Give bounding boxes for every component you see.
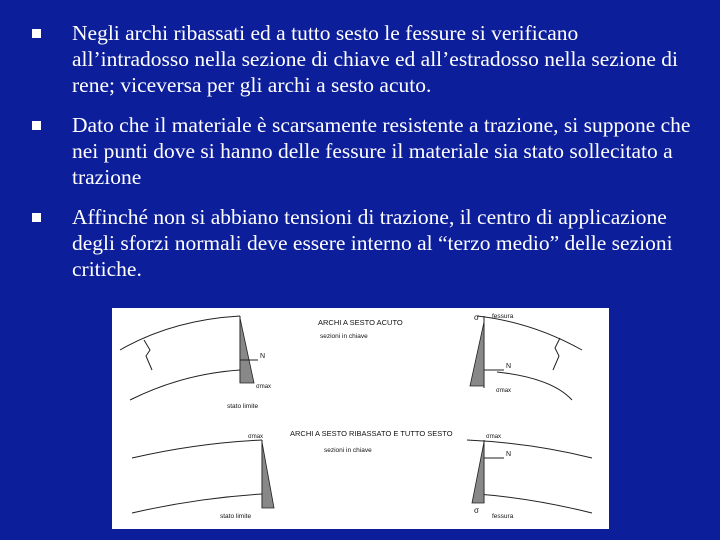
label-sigma-max: σmax — [248, 434, 264, 440]
label-stato-limite: stato limite — [227, 403, 259, 410]
stress-diagram — [472, 442, 484, 503]
arch-intrados-bottom-left — [132, 494, 262, 513]
label-thrust: N — [260, 353, 266, 360]
label-sigma: σ — [474, 506, 479, 515]
arch-diagram-figure — [112, 308, 609, 529]
square-bullet-icon — [32, 29, 41, 38]
figure-title-top: ARCHI A SESTO ACUTO — [318, 318, 403, 327]
label-thrust: N — [506, 451, 512, 458]
arch-joint — [553, 338, 560, 370]
bullet-item — [30, 204, 700, 282]
arch-intrados-bottom-right — [477, 494, 592, 513]
square-bullet-icon — [32, 213, 41, 222]
square-bullet-icon — [32, 121, 41, 130]
arch-joint — [144, 340, 152, 370]
bullet-item — [30, 20, 700, 98]
stress-diagram — [240, 318, 254, 383]
arch-extrados-top-right — [477, 316, 582, 350]
label-stato-limite: stato limite — [220, 513, 252, 520]
stress-diagram — [262, 442, 274, 508]
bullet-text: Negli archi ribassati ed a tutto sesto le fessure si verificano all’intradosso nella sezione di chiave ed all’estradosso nella sezione di rene; viceversa per gli archi a sesto acuto. — [72, 21, 678, 97]
arch-extrados-bottom-right — [467, 440, 592, 458]
label-sigma-max: σmax — [496, 388, 512, 394]
arch-extrados-bottom-left — [132, 440, 262, 458]
arch-intrados-top-right — [497, 372, 572, 400]
arch-intrados-top-left — [130, 370, 240, 400]
figure-subtitle-bottom: sezioni in chiave — [324, 447, 372, 454]
bullet-text: Affinché non si abbiano tensioni di trazione, il centro di applicazione degli sforzi normali deve essere interno al “terzo medio” delle sezioni critiche. — [72, 205, 673, 281]
figure-title-bottom: ARCHI A SESTO RIBASSATO E TUTTO SESTO — [290, 429, 453, 438]
bullet-item — [30, 112, 700, 190]
arch-extrados-top-left — [120, 316, 240, 350]
label-sigma-max: σmax — [256, 384, 272, 390]
bullet-list — [30, 20, 700, 296]
label-sigma: σ — [474, 313, 479, 322]
label-sigma-max: σmax — [486, 434, 502, 440]
arch-diagram — [112, 308, 609, 529]
bullet-text: Dato che il materiale è scarsamente resistente a trazione, si suppone che nei punti dove si hanno delle fessure il materiale sia stato sollecitato a trazione — [72, 113, 691, 189]
figure-subtitle-top: sezioni in chiave — [320, 333, 368, 340]
label-fessura: fessura — [492, 513, 514, 520]
stress-diagram — [470, 322, 484, 386]
label-thrust: N — [506, 363, 512, 370]
label-fessura: fessura — [492, 313, 514, 320]
